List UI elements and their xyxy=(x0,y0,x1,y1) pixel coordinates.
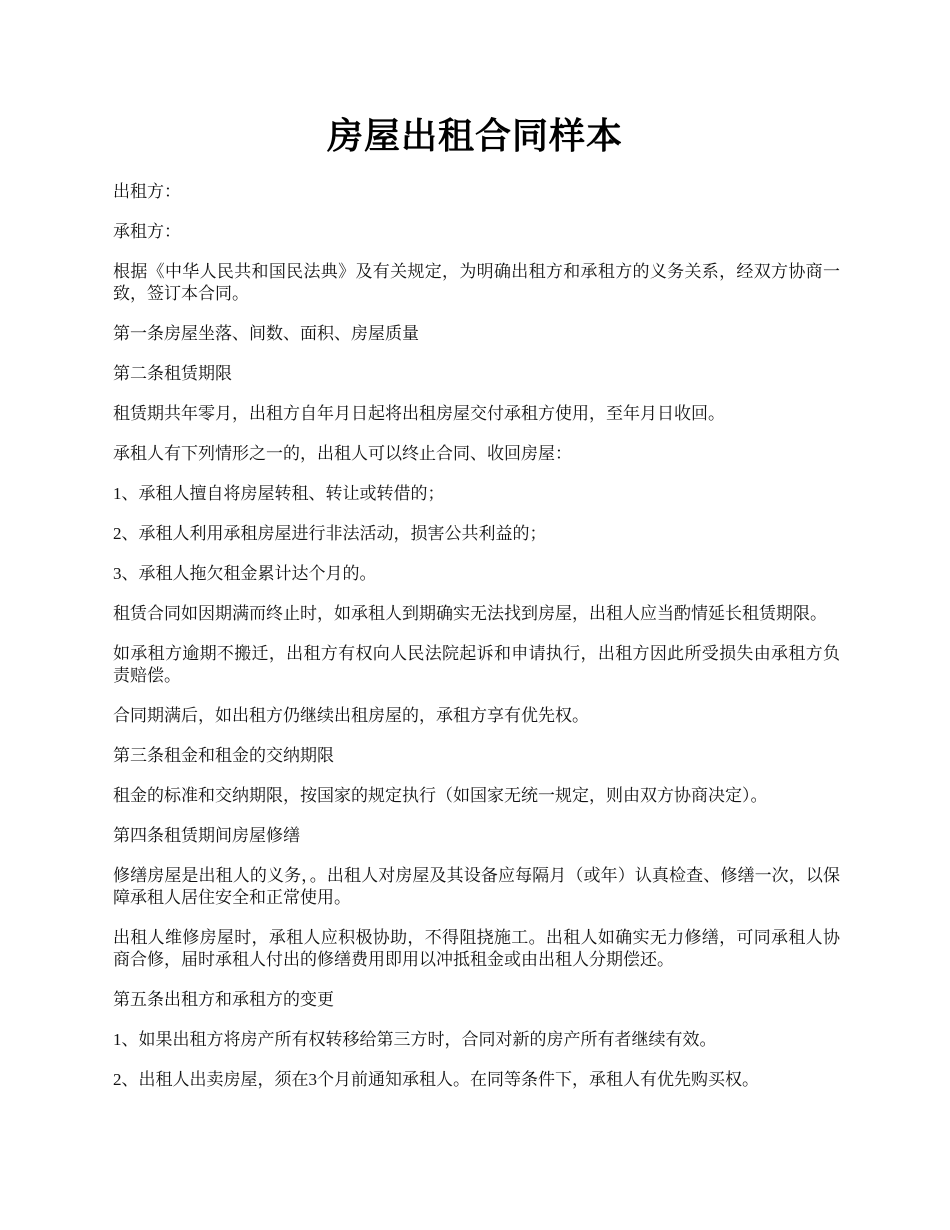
article-2-heading: 第二条租赁期限 xyxy=(113,364,232,383)
article-5-heading: 第五条出租方和承租方的变更 xyxy=(113,990,334,1009)
repair-duty-paragraph: 修缮房屋是出租人的义务，。出租人对房屋及其设备应每隔月（或年）认真检查、修缮一次，以保障承租人居住安全和正常使用。 xyxy=(113,866,840,907)
party-lessor-line: 出租方： xyxy=(113,182,181,201)
overdue-eviction-paragraph: 如承租方逾期不搬迁，出租方有权向人民法院起诉和申请执行，出租方因此所受损失由承租方负责赔偿。 xyxy=(113,644,840,685)
document-body xyxy=(113,181,840,1109)
repair-cooperation-paragraph: 出租人维修房屋时，承租人应积极协助，不得阻挠施工。出租人如确实无力修缮，可同承租人协商合修，届时承租人付出的修缮费用即用以冲抵租金或由出租人分期偿还。 xyxy=(113,928,840,969)
party-lessee-line: 承租方： xyxy=(113,222,181,241)
preamble-paragraph: 根据《中华人民共和国民法典》及有关规定，为明确出租方和承租方的义务关系，经双方协商一致，签订本合同。 xyxy=(113,262,840,303)
article-1-heading: 第一条房屋坐落、间数、面积、房屋质量 xyxy=(113,324,419,343)
article-3-heading: 第三条租金和租金的交纳期限 xyxy=(113,746,334,765)
priority-right-paragraph: 合同期满后，如出租方仍继续出租房屋的，承租方享有优先权。 xyxy=(113,706,589,725)
expiry-extension-paragraph: 租赁合同如因期满而终止时，如承租人到期确实无法找到房屋，出租人应当酌情延长租赁期限。 xyxy=(113,604,827,623)
document-title: 房屋出租合同样本 xyxy=(326,115,623,157)
termination-item-2: 2、承租人利用承租房屋进行非法活动，损害公共利益的； xyxy=(113,524,547,543)
termination-item-1: 1、承租人擅自将房屋转租、转让或转借的； xyxy=(113,484,445,503)
lease-term-paragraph: 租赁期共年零月，出租方自年月日起将出租房屋交付承租方使用，至年月日收回。 xyxy=(113,404,725,423)
termination-item-3: 3、承租人拖欠租金累计达个月的。 xyxy=(113,564,377,583)
rent-standard-paragraph: 租金的标准和交纳期限，按国家的规定执行（如国家无统一规定，则由双方协商决定）。 xyxy=(113,786,768,805)
ownership-transfer-item-1: 1、如果出租方将房产所有权转移给第三方时，合同对新的房产所有者继续有效。 xyxy=(113,1030,717,1049)
sale-notice-item-2: 2、出租人出卖房屋，须在3个月前通知承租人。在同等条件下，承租人有优先购买权。 xyxy=(113,1070,759,1089)
article-4-heading: 第四条租赁期间房屋修缮 xyxy=(113,826,300,845)
termination-intro-paragraph: 承租人有下列情形之一的，出租人可以终止合同、收回房屋： xyxy=(113,444,572,463)
